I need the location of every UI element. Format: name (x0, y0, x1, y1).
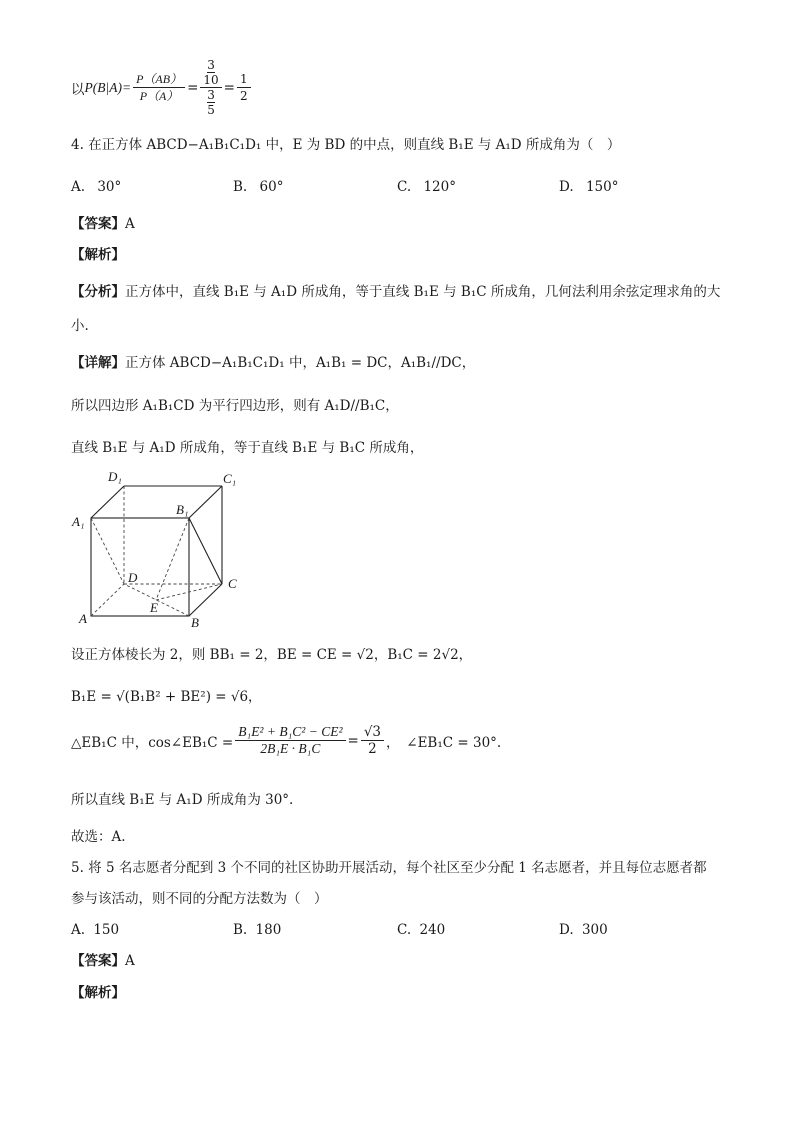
option-label: A. (71, 179, 86, 195)
q5-option-c (397, 920, 445, 940)
option-label: C. (397, 922, 412, 938)
formula-eq2: = (223, 79, 235, 96)
answer-value: A (125, 953, 135, 969)
root3-over-2 (361, 724, 384, 757)
q4-detail-line1 (71, 353, 475, 373)
label-c: C (228, 576, 237, 591)
q4-question: 4. 在正方体 ABCD−A₁B₁C₁D₁ 中，E 为 BD 的中点，则直线 B₁E 与 A₁D 所成角为（ ） (71, 137, 621, 153)
option-label: A. (71, 922, 86, 938)
nested-den-num: 3 (207, 88, 215, 102)
front-face (91, 518, 189, 616)
option-label: D. (559, 922, 574, 938)
fraction-denominator: P（A） (139, 89, 179, 103)
option-value: 300 (581, 922, 608, 938)
answer-value: A (125, 216, 135, 232)
segment-b1-e (156, 518, 189, 600)
q4-conclusion: 所以直线 B₁E 与 A₁D 所成角为 30°. (71, 792, 294, 808)
q4-option-b (233, 177, 283, 197)
q4-detail-line2: 所以四边形 A₁B₁CD 为平行四边形，则有 A₁D//B₁C， (71, 398, 399, 414)
formula-nested-fraction (200, 58, 221, 117)
q4-fenxi-line1 (71, 282, 720, 302)
label-b1: B₁ (176, 502, 189, 517)
fenxi-text: 正方体中，直线 B₁E 与 A₁D 所成角，等于直线 B₁E 与 B₁C 所成角，几何法利用余弦定理求角的大 (125, 284, 721, 300)
option-label: C. (397, 179, 412, 195)
formula-fraction-probabilities (133, 71, 185, 104)
detail-text: 正方体 ABCD−A₁B₁C₁D₁ 中，A₁B₁ = DC，A₁B₁//DC， (125, 355, 476, 371)
nested-num-den: 10 (203, 73, 219, 87)
q4-calc-line1: 设正方体棱长为 2，则 BB₁ = 2，BE = CE = √2，B₁C = 2√2， (71, 647, 473, 663)
q4-option-a (71, 177, 121, 197)
calc3-prefix: △EB₁C 中，cos∠EB₁C = (71, 734, 234, 751)
q5-option-a (71, 920, 119, 940)
nested-denominator (204, 88, 218, 117)
q4-calc-line2: B₁E = √(B₁B² + BE²) = √6， (71, 689, 262, 705)
q4-option-d (559, 177, 618, 197)
q5-question-line1: 5. 将 5 名志愿者分配到 3 个不同的社区协助开展活动，每个社区至少分配 1 名志愿者，并且每位志愿者都 (71, 860, 707, 876)
q4-answer (71, 214, 135, 234)
option-value: 60° (259, 179, 284, 195)
q4-fenxi-line2: 小. (71, 318, 89, 334)
option-label: D. (559, 179, 574, 195)
q5-question-line2: 参与该活动，则不同的分配方法数为（ ） (71, 891, 328, 907)
q4-analysis-tag: 【解析】 (71, 247, 125, 263)
option-value: 240 (419, 922, 446, 938)
formula-prefix: 以 (71, 81, 85, 98)
cosine-denominator: 2B₁E · B₁C (260, 741, 321, 756)
q4-choose: 故选：A. (71, 829, 126, 845)
option-value: 150 (93, 922, 120, 938)
calc3-eq: = (347, 732, 359, 749)
formula-eq1: = (187, 79, 199, 96)
cosine-numerator: B₁E² + B₁C² − CE² (235, 724, 345, 741)
fenxi-tag: 【分析】 (71, 284, 125, 300)
option-label: B. (233, 922, 248, 938)
label-a: A (79, 611, 87, 626)
root3-num: √3 (361, 724, 384, 741)
label-d: D (128, 570, 138, 585)
cube-figure (70, 466, 250, 632)
half-den: 2 (239, 89, 248, 103)
segment-b1-c (189, 518, 222, 584)
root3-den: 2 (368, 741, 377, 757)
answer-tag: 【答案】 (71, 216, 125, 232)
label-d1: D₁ (108, 469, 122, 484)
edge-a-d (91, 584, 124, 616)
label-e: E (150, 600, 158, 615)
q4-option-c (397, 177, 456, 197)
q4-detail-line3: 直线 B₁E 与 A₁D 所成角，等于直线 B₁E 与 B₁C 所成角， (71, 440, 424, 456)
q4-calc-line3 (71, 724, 501, 757)
edge-b1-c1 (189, 486, 222, 518)
option-value: 150° (585, 179, 619, 195)
detail-tag: 【详解】 (71, 355, 125, 371)
q5-option-b (233, 920, 281, 940)
option-value: 30° (97, 179, 122, 195)
q5-option-d (559, 920, 608, 940)
edge-b-c (189, 584, 222, 616)
label-c1: C₁ (223, 471, 237, 486)
nested-numerator (200, 58, 221, 88)
half-num: 1 (237, 71, 251, 88)
q5-answer (71, 951, 135, 971)
option-value: 120° (423, 179, 456, 195)
option-label: B. (233, 179, 248, 195)
edge-a1-d1 (91, 486, 124, 518)
conditional-probability-formula (71, 58, 253, 117)
label-b: B (191, 615, 199, 630)
calc3-suffix: ， ∠EB₁C = 30°. (386, 734, 502, 751)
label-a1: A₁ (72, 514, 85, 529)
formula-half (237, 71, 251, 104)
cosine-law-fraction (235, 724, 345, 757)
fraction-numerator: P（AB） (133, 71, 185, 88)
formula-lhs: P(B|A)= (84, 79, 132, 95)
segment-a1-d (91, 518, 124, 584)
option-value: 180 (255, 922, 282, 938)
nested-num-num: 3 (207, 58, 215, 72)
answer-tag: 【答案】 (71, 953, 125, 969)
nested-den-den: 5 (207, 103, 215, 117)
q5-analysis-tag: 【解析】 (71, 985, 125, 1001)
